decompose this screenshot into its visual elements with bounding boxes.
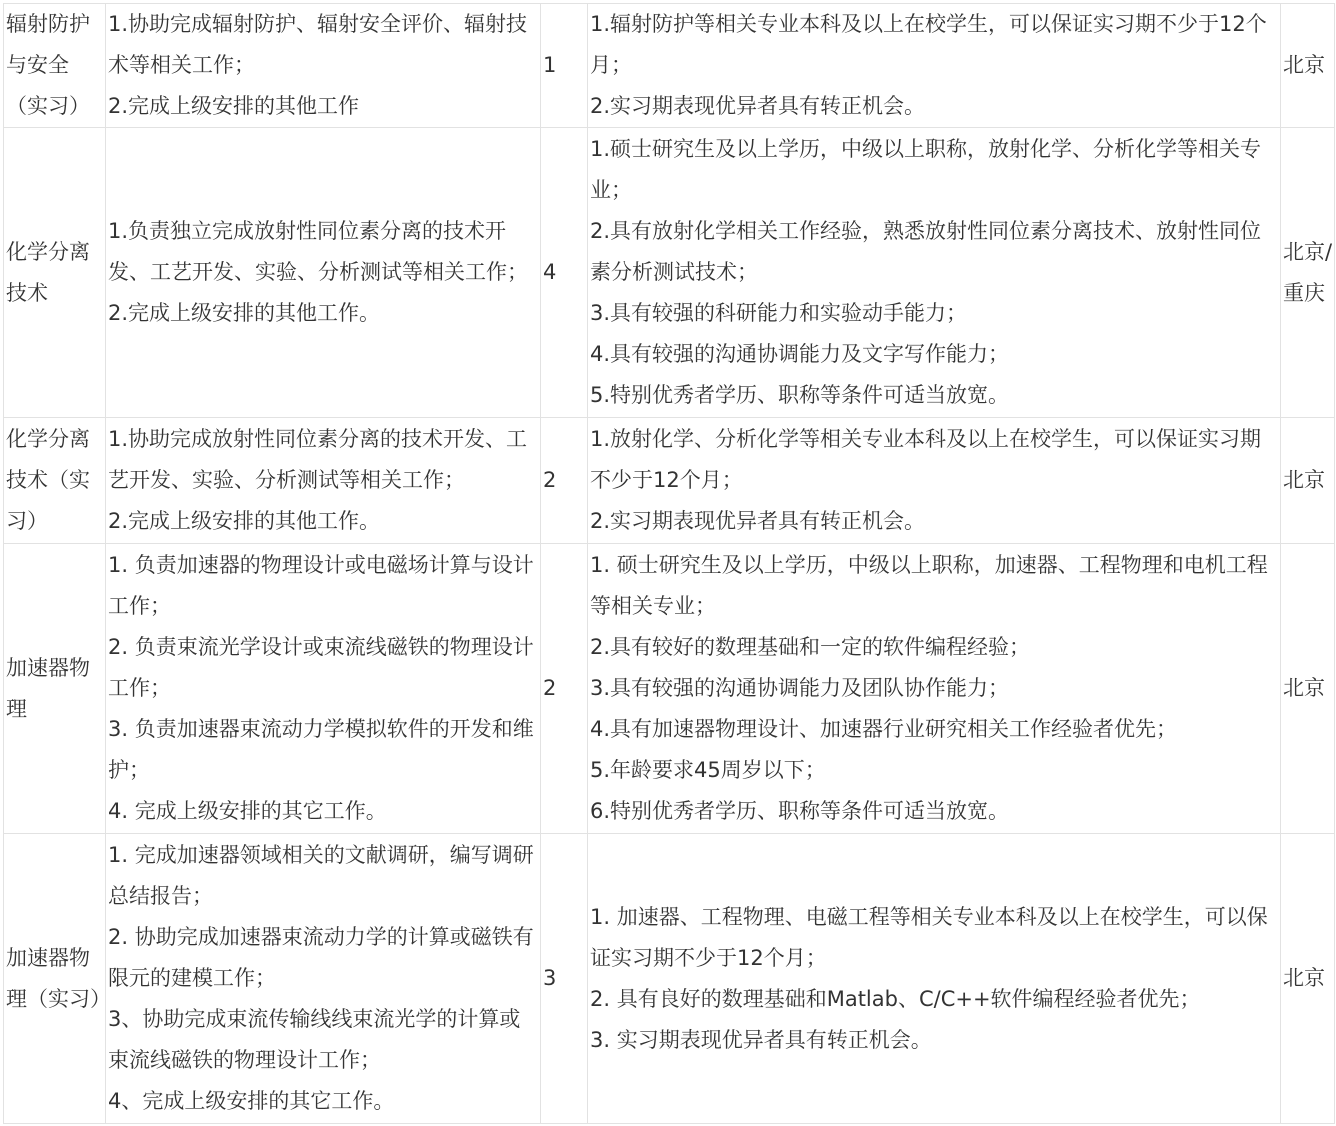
requirement-line: 2.具有放射化学相关工作经验，熟悉放射性同位素分离技术、放射性同位素分析测试技术； xyxy=(590,219,1262,284)
requirements-cell xyxy=(588,834,1281,1124)
headcount-cell: 3 xyxy=(541,834,588,1124)
requirement-line: 5.特别优秀者学历、职称等条件可适当放宽。 xyxy=(590,383,1010,407)
requirements-cell xyxy=(588,544,1281,834)
requirements-cell xyxy=(588,128,1281,418)
table-row xyxy=(4,418,1335,544)
location-cell: 北京 xyxy=(1281,4,1335,128)
location-cell: 北京 xyxy=(1281,418,1335,544)
duties-cell xyxy=(106,4,541,128)
position-cell: 化学分离技术（实习） xyxy=(4,418,106,544)
requirements-cell xyxy=(588,4,1281,128)
duties-cell xyxy=(106,544,541,834)
duty-line: 1.负责独立完成放射性同位素分离的技术开发、工艺开发、实验、分析测试等相关工作； xyxy=(108,219,528,284)
requirement-line: 3.具有较强的科研能力和实验动手能力； xyxy=(590,301,968,325)
requirement-line: 1. 加速器、工程物理、电磁工程等相关专业本科及以上在校学生，可以保证实习期不少于12个月； xyxy=(590,904,1268,970)
position-cell: 加速器物理 xyxy=(4,544,106,834)
location-cell: 北京 xyxy=(1281,544,1335,834)
duty-line: 2.完成上级安排的其他工作 xyxy=(108,94,360,118)
duty-line: 3、协助完成束流传输线线束流光学的计算或束流线磁铁的物理设计工作； xyxy=(108,1007,521,1072)
requirements-cell xyxy=(588,418,1281,544)
requirement-line: 4.具有较强的沟通协调能力及文字写作能力； xyxy=(590,342,1010,366)
duties-cell xyxy=(106,834,541,1124)
location-cell: 北京 xyxy=(1281,834,1335,1124)
duties-cell xyxy=(106,128,541,418)
duty-line: 2.完成上级安排的其他工作。 xyxy=(108,301,381,325)
location-cell: 北京/重庆 xyxy=(1281,128,1335,418)
requirement-line: 1.硕士研究生及以上学历，中级以上职称，放射化学、分析化学等相关专业； xyxy=(590,137,1262,202)
requirement-line: 1.放射化学、分析化学等相关专业本科及以上在校学生，可以保证实习期不少于12个月； xyxy=(590,427,1262,492)
duty-line: 1.协助完成辐射防护、辐射安全评价、辐射技术等相关工作； xyxy=(108,12,528,77)
duty-line: 1. 完成加速器领域相关的文献调研，编写调研总结报告； xyxy=(108,843,534,908)
requirement-line: 1. 硕士研究生及以上学历，中级以上职称，加速器、工程物理和电机工程等相关专业； xyxy=(590,553,1268,618)
duty-line: 1. 负责加速器的物理设计或电磁场计算与设计工作； xyxy=(108,553,534,618)
requirement-line: 2.具有较好的数理基础和一定的软件编程经验； xyxy=(590,635,1031,659)
table-row xyxy=(4,128,1335,418)
table-row xyxy=(4,544,1335,834)
duty-line: 4. 完成上级安排的其它工作。 xyxy=(108,799,387,823)
requirement-line: 6.特别优秀者学历、职称等条件可适当放宽。 xyxy=(590,799,1010,823)
headcount-cell: 2 xyxy=(541,544,588,834)
requirement-line: 5.年龄要求45周岁以下； xyxy=(590,758,826,782)
requirement-line: 2.实习期表现优异者具有转正机会。 xyxy=(590,94,926,118)
table-row xyxy=(4,4,1335,128)
position-cell: 加速器物理（实习） xyxy=(4,834,106,1124)
position-cell: 化学分离技术 xyxy=(4,128,106,418)
requirement-line: 3.具有较强的沟通协调能力及团队协作能力； xyxy=(590,676,1010,700)
position-cell: 辐射防护与安全（实习） xyxy=(4,4,106,128)
duty-line: 4、完成上级安排的其它工作。 xyxy=(108,1089,395,1113)
job-listing-table xyxy=(3,3,1335,1124)
duty-line: 2.完成上级安排的其他工作。 xyxy=(108,509,381,533)
duty-line: 1.协助完成放射性同位素分离的技术开发、工艺开发、实验、分析测试等相关工作； xyxy=(108,427,528,492)
headcount-cell: 1 xyxy=(541,4,588,128)
duty-line: 2. 负责束流光学设计或束流线磁铁的物理设计工作； xyxy=(108,635,534,700)
table-row xyxy=(4,834,1335,1124)
requirement-line: 2.实习期表现优异者具有转正机会。 xyxy=(590,509,926,533)
requirement-line: 1.辐射防护等相关专业本科及以上在校学生，可以保证实习期不少于12个月； xyxy=(590,12,1267,77)
requirement-line: 2. 具有良好的数理基础和Matlab、C/C++软件编程经验者优先； xyxy=(590,986,1201,1011)
requirement-line: 4.具有加速器物理设计、加速器行业研究相关工作经验者优先； xyxy=(590,717,1178,741)
headcount-cell: 2 xyxy=(541,418,588,544)
job-listing-body xyxy=(4,4,1335,1124)
requirement-line: 3. 实习期表现优异者具有转正机会。 xyxy=(590,1027,932,1052)
duties-cell xyxy=(106,418,541,544)
duty-line: 2. 协助完成加速器束流动力学的计算或磁铁有限元的建模工作； xyxy=(108,925,534,990)
headcount-cell: 4 xyxy=(541,128,588,418)
duty-line: 3. 负责加速器束流动力学模拟软件的开发和维护； xyxy=(108,717,534,782)
